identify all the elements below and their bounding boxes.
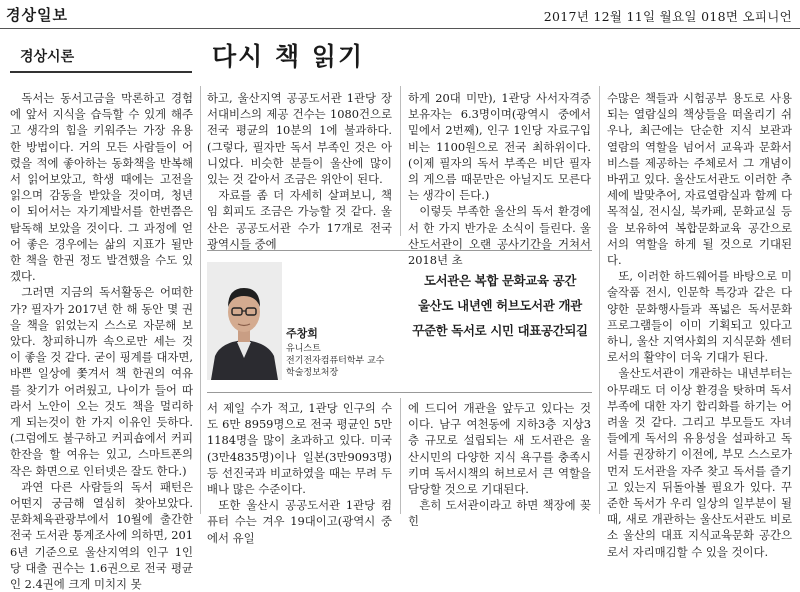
paragraph: 에 드디어 개관을 앞두고 있다는 것이다. 남구 여천동에 지하3층 지상3층 규모로 설립되는 새 도서관은 울산시민의 다양한 지식 욕구를 충족시키며 독서시책의 허브로서 큰 역할을 담당할 것으로 기대된다. — [408, 401, 591, 497]
pull-quote: 꾸준한 독서로 시민 대표공간되길 — [412, 323, 588, 338]
column-rule — [400, 86, 401, 236]
paragraph: 하게 20대 미만), 1관당 사서자격증 보유자는 6.3명이며(광역시 중에서 밑에서 2번째), 인구 1인당 자료구입비는 1100원으로 전국 최하위이다. (이제 필자의 독서 부족은 비단 필자의 게으름 때문만은 아닐지도 모른다는 생각이 든다.) — [408, 91, 591, 203]
article-column-3-bottom — [408, 400, 591, 529]
newspaper-name: 경상일보 — [6, 6, 68, 24]
article-column-2-bottom — [207, 400, 392, 545]
paragraph: 과연 다른 사람들의 독서 패턴은 어떤지 궁금해 열심히 찾아보았다. 문화체육관광부에서 10월에 출간한 전국 도서관 통계조사에 의하면, 2016년 기준으로 울산지역의 인구 1인당 대출 권수는 1.6권으로 전국 평균인 2.4권에 크게 미치지 못 — [10, 479, 193, 592]
paragraph: 독서는 동서고금을 막론하고 경험에 앞서 지식을 습득할 수 있게 해주고 생각의 힘을 키워주는 가장 유용한 방법이다. 거의 모든 사람들이 어렸을 적에 좋아하는 동화책을 반복해서 읽어보았고, 학생 때에는 고전을 읽으며 감동을 받았을 것이며, 청년이 되어서는 자기계발서를 한번쯤은 탐독해 보았을 것이다. 그 과정에 얻어 좋은 경우에는 삶의 지표가 될만한 책을 한권 정도 발견했을 수도 있겠다. — [10, 91, 193, 284]
author-name: 주창희 — [286, 327, 318, 340]
section-rule — [10, 71, 192, 73]
section-divider — [207, 392, 592, 393]
article-column-3-top — [408, 90, 591, 268]
masthead-rule — [0, 28, 800, 29]
paragraph: 하고, 울산지역 공공도서관 1관당 장서대비스의 제공 건수는 1080건으로 전국 평균의 10분의 1에 불과하다. (그렇다, 필자만 독서 부족인 것은 아니었다. 비슷한 분들이 울산에 많이 있는 것 같아서 조금은 위안이 된다. — [207, 91, 392, 187]
column-rule — [599, 86, 600, 514]
pull-quote: 도서관은 복합 문화교육 공간 — [423, 273, 577, 288]
author-department: 전기전자컴퓨터학부 교수 — [286, 356, 385, 366]
pull-quote: 울산도 내년엔 허브도서관 개관 — [418, 298, 582, 313]
author-position: 학술정보처장 — [286, 368, 339, 378]
column-rule — [200, 86, 201, 514]
pull-quote-block — [408, 268, 592, 343]
author-affiliation: 유니스트 — [286, 344, 321, 354]
paragraph: 그러면 지금의 독서활동은 어떠한가? 필자가 2017년 한 해 동안 몇 권을 책을 읽었는지 스스로 자문해 보았다. 창피하니까 속으로만 세는 것이 좋을 것 같다. 굳이 핑계를 대자면, 바쁜 일상에 쫓겨서 책 한권의 여유를 찾기가 어려웠고, 나이가 들어 따라서 노안이 오는 것도 책을 멀리하게 되는것이 한 가지 이유인 듯하다. (그럼에도 불구하고 커피숍에서 커피 한잔을 할 여유는 있고, 스마트폰의 작은 화면으로 인터넷은 잘도 한다.) — [10, 285, 194, 478]
paragraph: 서 제일 수가 적고, 1관당 인구의 수도 6만 8959명으로 전국 평균인 5만1184명을 많이 초과하고 있다. 미국(3만4835명)이나 일본(3만9093명) 등 선진국과 비교하였을 때는 무려 두 배나 많은 수준이다. — [207, 401, 392, 497]
section-tag: 경상시론 — [20, 49, 75, 65]
article-column-1 — [10, 90, 194, 592]
paragraph: 울산도서관이 개관하는 내년부터는 아무래도 더 이상 환경을 탓하며 독서 부족에 대한 자기 합리화를 하기는 어려울 것 같다. 그리고 부모들도 자녀들에게 독서의 유용성을 설파하고 독서를 권장하기 이전에, 부모 스스로가 먼저 도서관을 자주 찾고 독서를 즐기고 있는지 뒤돌아볼 필요가 있다. 꾸준한 독서가 우리 일상의 일부분이 될 때, 새로 개관하는 울산도서관도 비로소 울산의 대표 지식교육문화 공간으로서 자리매김할 수 있을 것이다. — [607, 366, 792, 559]
dateline: 2017년 12월 11일 월요일 018면 오피니언 — [543, 9, 792, 24]
paragraph: 또한 울산시 공공도서관 1관당 컴퓨터 수는 겨우 19대이고(광역시 중에서 유일 — [207, 498, 392, 545]
article-column-2-top — [207, 90, 392, 251]
author-byline — [286, 325, 385, 379]
author-portrait-icon — [207, 262, 282, 380]
article-column-4 — [607, 90, 792, 559]
article-headline: 다시 책 읽기 — [212, 42, 365, 71]
paragraph: 자료를 좀 더 자세히 살펴보니, 책임 회피도 조금은 가능할 것 같다. 울산은 공공도서관 수가 17개로 전국 광역시들 중에 — [207, 188, 392, 251]
author-photo — [207, 262, 282, 380]
paragraph: 흔히 도서관이라고 하면 책장에 꽂힌 — [408, 498, 591, 529]
paragraph: 수많은 책들과 시험공부 용도로 사용되는 열람실의 책상들을 떠올리기 쉬우나, 최근에는 단순한 지식 보관과 열람의 역할을 넘어서 교육과 문화서비스를 제공하는 주체로서 그 개념이 바뀌고 있다. 울산도서관도 이러한 추세에 발맞추어, 자료열람실과 함께 다목적실, 전시실, 북카페, 문화교실 등을 보유하여 복합문화교육 공간으로서의 역할을 하게 될 것으로 기대된다. — [607, 91, 792, 268]
paragraph: 또, 이러한 하드웨어를 바탕으로 미술작품 전시, 인문학 특강과 같은 다양한 문화행사들과 폭넓은 독서문화 프로그램들이 이미 기획되고 있다고 하니, 울산 지역사회의 지식문화 센터로서의 활약이 더욱 기대가 된다. — [607, 269, 792, 365]
masthead — [0, 0, 800, 28]
paragraph: 이렇듯 부족한 울산의 독서 환경에서 한 가지 반가운 소식이 들린다. 울산도서관이 오랜 공사기간을 거쳐서 2018년 초 — [408, 204, 591, 268]
column-rule — [400, 398, 401, 514]
